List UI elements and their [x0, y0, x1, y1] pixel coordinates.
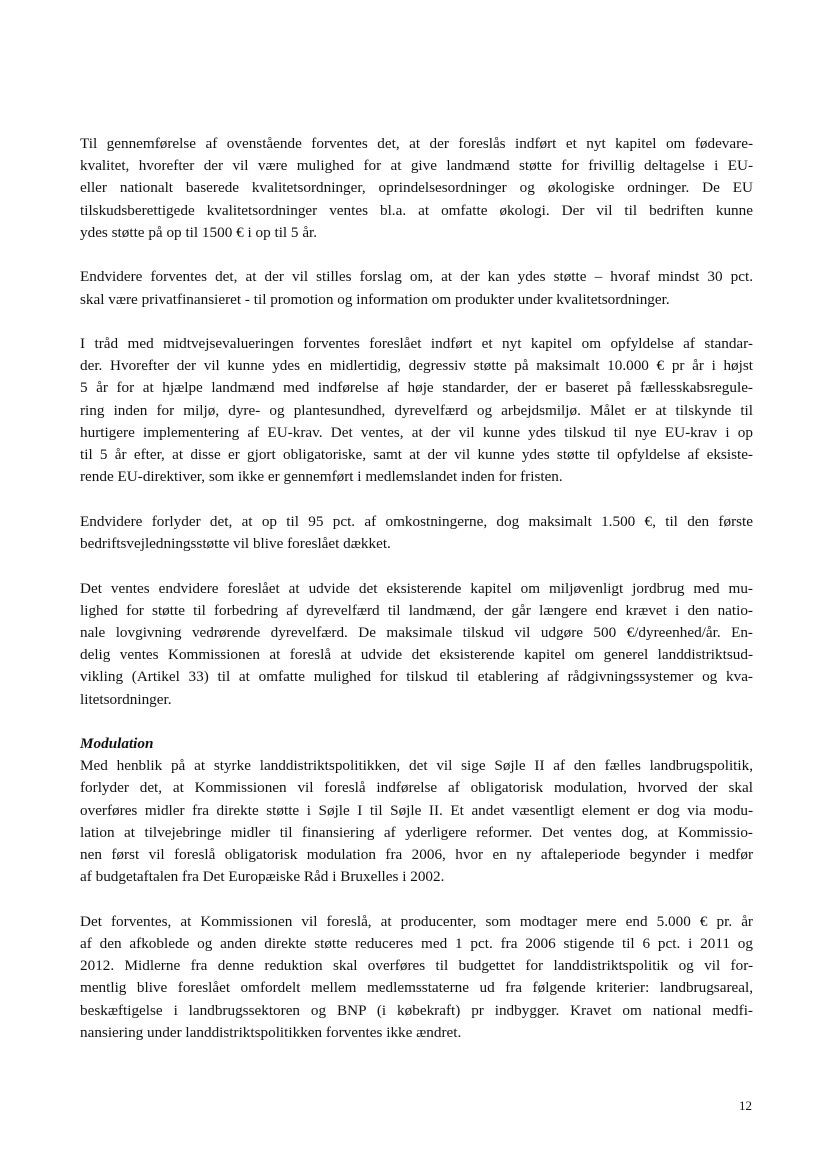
text-line: ring inden for miljø, dyre- og plantesundhed, dyrevelfærd og arbejdsmiljø. Målet er at tilskynde til [80, 401, 753, 419]
text-line: 5 år for at hjælpe landmænd med indførelse af høje standarder, der er baseret på fællesskabsregule- [80, 379, 753, 397]
paragraph-promotion [80, 266, 753, 310]
text-line: af budgetaftalen fra Det Europæiske Råd i Bruxelles i 2002. [80, 868, 445, 886]
paragraph-reduction [80, 911, 753, 1044]
section-modulation [80, 733, 753, 888]
text-line: Med henblik på at styrke landdistriktspolitikken, det vil sige Søjle II af den fælles landbrugspolitik, [80, 757, 753, 775]
text-line: vikling (Artikel 33) til at omfatte mulighed for tilskud til etablering af rådgivningssystemer og kva- [80, 668, 753, 686]
text-line: bedriftsvejledningsstøtte vil blive foreslået dækket. [80, 534, 391, 552]
text-line: 2012. Midlerne fra denne reduktion skal overføres til budgettet for landdistriktspolitik og vil for- [80, 957, 753, 975]
text-line: hurtigere implementering af EU-krav. Det ventes, at der vil kunne ydes tilskud til nye EU-krav i op [80, 423, 753, 441]
text-line: der. Hvorefter der vil kunne ydes en midlertidig, degressiv støtte på maksimalt 10.000 € pr år i højst [80, 357, 753, 375]
text-line: litetsordninger. [80, 690, 172, 708]
text-line: tilskudsberettigede kvalitetsordninger ventes bl.a. at omfatte økologi. Der vil til bedriften kunne [80, 201, 753, 219]
text-line: beskæftigelse i landbrugssektoren og BNP (i købekraft) pr indbygger. Kravet om national medfi- [80, 1001, 753, 1019]
section-heading: Modulation [80, 735, 154, 753]
text-line: mentlig blive foreslået omfordelt mellem medlemsstaterne ud fra følgende kriterier: landbrugsareal, [80, 979, 753, 997]
text-line: kvalitet, hvorefter der vil være mulighed for at give landmænd støtte for frivillig deltagelse i EU- [80, 157, 753, 175]
text-line: rende EU-direktiver, som ikke er gennemført i medlemslandet inden for fristen. [80, 468, 563, 486]
text-line: Endvidere forlyder det, at op til 95 pct. af omkostningerne, dog maksimalt 1.500 €, til den første [80, 512, 753, 530]
text-line: eller nationalt baserede kvalitetsordninger, oprindelsesordninger og økologiske ordninger. De EU [80, 179, 753, 197]
text-line: nansiering under landdistriktspolitikken forventes ikke ændret. [80, 1023, 462, 1041]
text-line: Det ventes endvidere foreslået at udvide det eksisterende kapitel om miljøvenligt jordbrug med mu- [80, 579, 753, 597]
text-line: overføres midler fra direkte støtte i Søjle I til Søjle II. Et andet væsentligt element er dog via modu- [80, 801, 753, 819]
paragraph-food-quality [80, 133, 753, 244]
text-line: nale lovgivning vedrørende dyrevelfærd. De maksimale tilskud vil udgøre 500 €/dyreenhed/år. En- [80, 623, 753, 641]
document-body [80, 133, 753, 1044]
text-line: af den afkoblede og anden direkte støtte reduceres med 1 pct. fra 2006 stigende til 6 pct. i 2011 og [80, 934, 753, 952]
paragraph-advisory-support [80, 511, 753, 555]
paragraph-environmental-farming [80, 578, 753, 711]
paragraph-standards [80, 333, 753, 488]
text-line: Det forventes, at Kommissionen vil foreslå, at producenter, som modtager mere end 5.000 € pr. år [80, 912, 753, 930]
text-line: I tråd med midtvejsevalueringen forventes foreslået indført et nyt kapitel om opfyldelse af standar- [80, 335, 753, 353]
text-line: nen først vil foreslå obligatorisk modulation fra 2006, hvor en ny aftaleperiode begynder i medfør [80, 846, 753, 864]
text-line: delig ventes Kommissionen at foreslå at udvide det eksisterende kapitel om generel landdistriktsud- [80, 646, 753, 664]
text-line: skal være privatfinansieret - til promotion og information om produkter under kvalitetsordninger. [80, 290, 670, 308]
text-line: til 5 år efter, at disse er gjort obligatoriske, samt at der vil kunne ydes støtte til opfyldelse af eksiste- [80, 446, 753, 464]
text-line: Til gennemførelse af ovenstående forventes det, at der foreslås indført et nyt kapitel om fødevare- [80, 135, 753, 152]
text-line: ydes støtte på op til 1500 € i op til 5 år. [80, 223, 318, 241]
page-number: 12 [739, 1098, 752, 1113]
text-line: forlyder det, at Kommissionen vil foreslå indførelse af obligatorisk modulation, hvorved der skal [80, 779, 753, 797]
text-line: lighed for støtte til forbedring af dyrevelfærd til landmænd, der går længere end krævet i den natio- [80, 601, 753, 619]
text-line: lation at tilvejebringe midler til finansiering af yderligere reformer. Det ventes dog, at Kommissio- [80, 823, 753, 841]
text-line: Endvidere forventes det, at der vil stilles forslag om, at der kan ydes støtte – hvoraf mindst 30 pct. [80, 268, 753, 286]
